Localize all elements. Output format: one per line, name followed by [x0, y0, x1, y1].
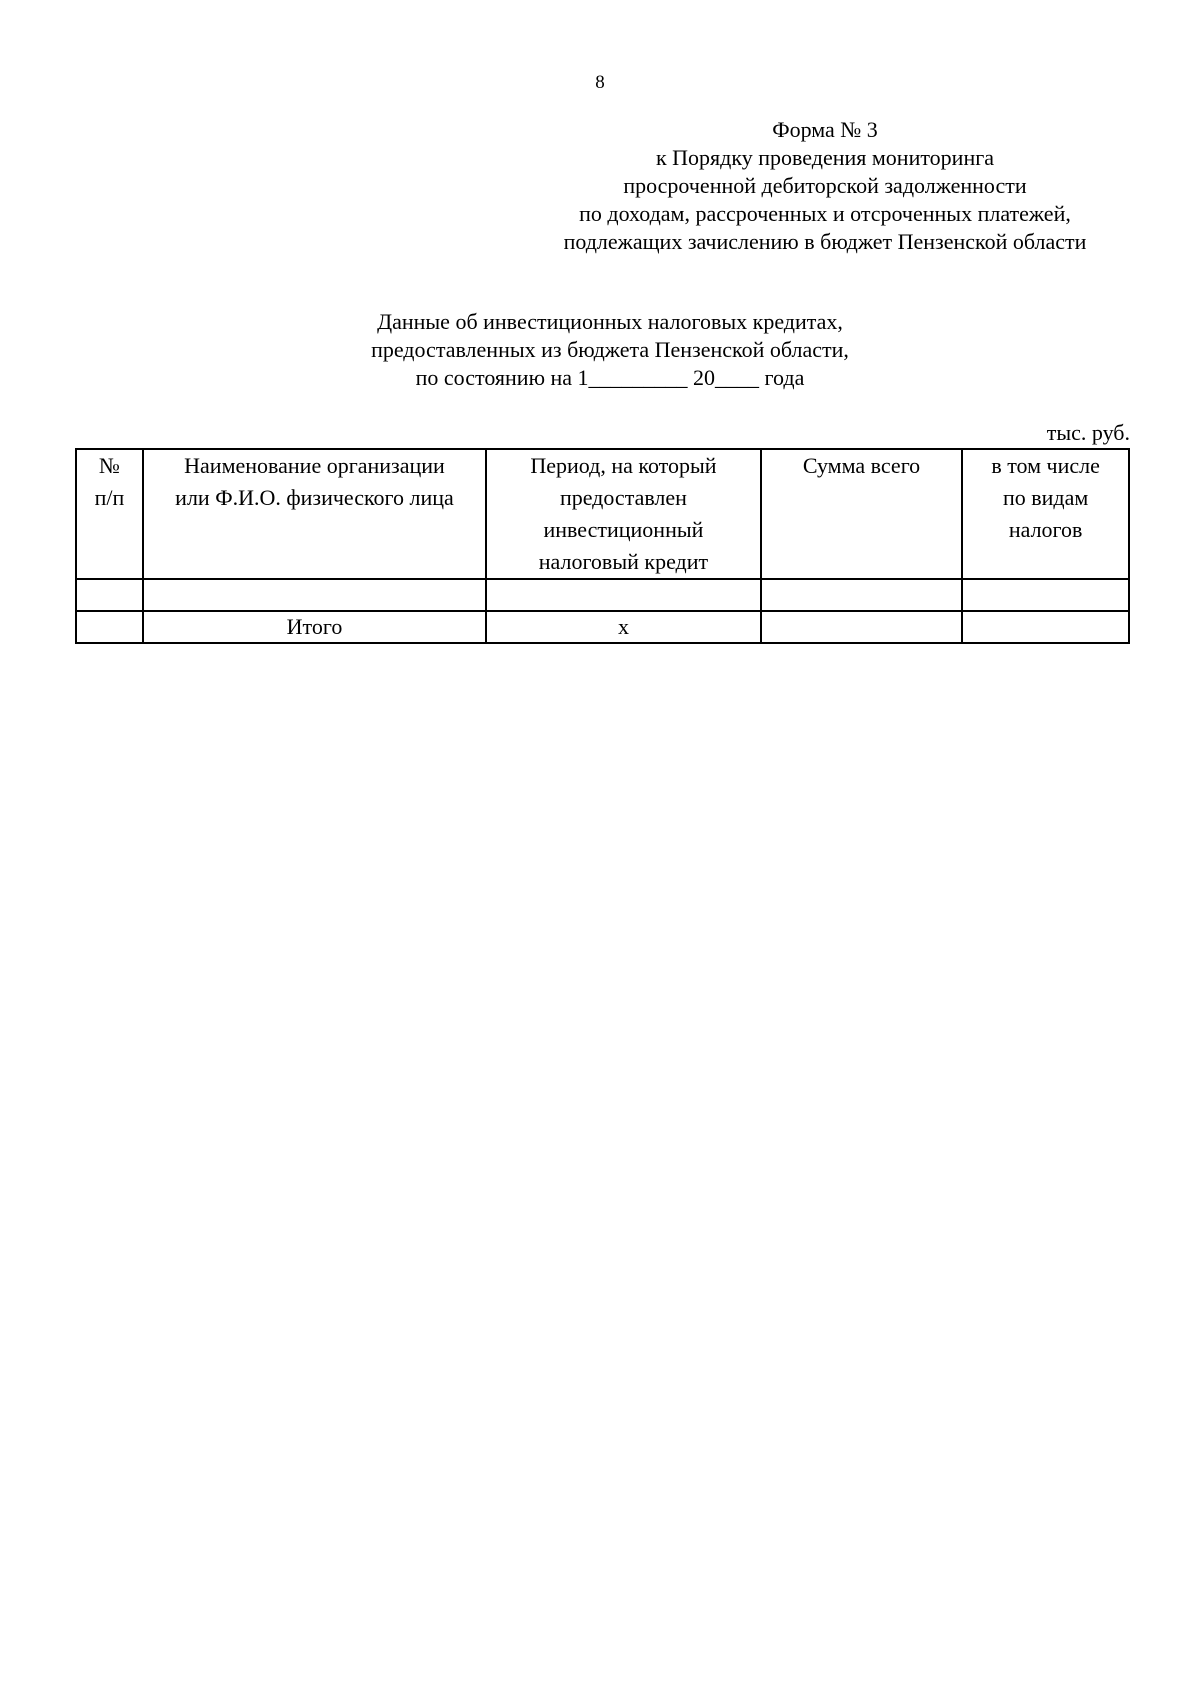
form-header-line: Форма № 3 [772, 117, 878, 142]
table-row [76, 579, 1129, 611]
units-label: тыс. руб. [1046, 420, 1130, 445]
table-cell [143, 579, 486, 611]
header-line: или Ф.И.О. физического лица [175, 485, 454, 510]
table-cell [962, 579, 1129, 611]
header-line: предоставлен [559, 485, 687, 510]
total-label-cell: Итого [143, 611, 486, 643]
header-by-tax-type [962, 449, 1129, 579]
document-title-line: по состоянию на 1_________ 20____ года [415, 365, 805, 390]
header-line: Наименование организации [184, 453, 445, 478]
header-line: по видам [1002, 485, 1089, 510]
credits-table [75, 448, 1130, 644]
header-line: в том числе [991, 453, 1100, 478]
header-line: Период, на который [530, 453, 717, 478]
form-header-line: просроченной дебиторской задолженности [623, 173, 1027, 198]
header-number [76, 449, 143, 579]
header-credit-period [486, 449, 761, 579]
table-cell [76, 611, 143, 643]
table-cell [761, 611, 963, 643]
header-organization-name [143, 449, 486, 579]
table-total-row [76, 611, 1129, 643]
table-cell [761, 579, 963, 611]
header-line: налоговый кредит [538, 549, 709, 574]
header-total-sum [761, 449, 963, 579]
table-cell [76, 579, 143, 611]
document-title-line: Данные об инвестиционных налоговых кредитах, [377, 309, 843, 334]
table-header-row [76, 449, 1129, 579]
table-cell [962, 611, 1129, 643]
form-header-line: по доходам, рассроченных и отсроченных платежей, [579, 201, 1071, 226]
form-header [520, 116, 1130, 256]
page-number: 8 [595, 72, 605, 93]
header-line: инвестиционный [543, 517, 704, 542]
form-header-line: подлежащих зачислению в бюджет Пензенской области [563, 229, 1087, 254]
document-title-line: предоставленных из бюджета Пензенской области, [371, 337, 849, 362]
total-period-cell: х [486, 611, 761, 643]
document-title [310, 308, 910, 392]
header-line: налогов [1008, 517, 1083, 542]
table-cell [486, 579, 761, 611]
header-line: Сумма всего [802, 453, 921, 478]
form-header-line: к Порядку проведения мониторинга [655, 145, 995, 170]
header-line: п/п [94, 485, 125, 510]
header-line: № [98, 453, 120, 478]
